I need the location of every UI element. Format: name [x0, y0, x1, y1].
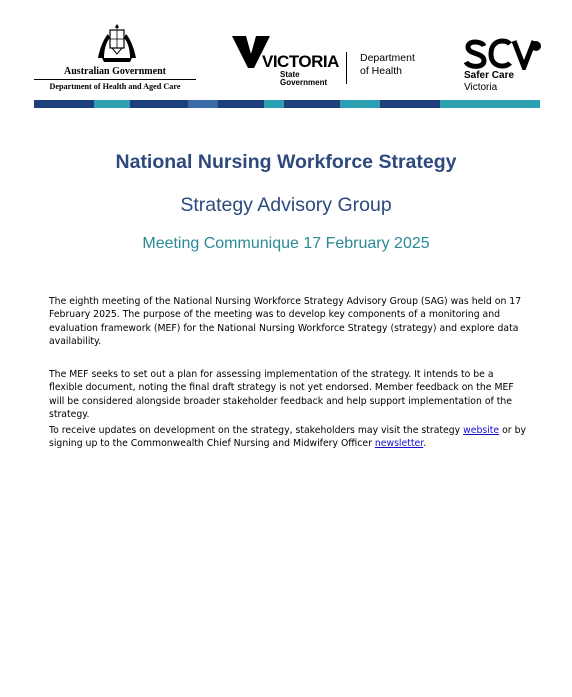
updates-text-b: or by signing up to the Commonwealth Chief Nursing and Midwifery Officer [49, 425, 526, 450]
band-segment [440, 100, 540, 108]
band-segment [188, 100, 218, 108]
victoria-wordmark: VICTORIA [262, 52, 339, 71]
scv-victoria: Victoria [464, 82, 498, 93]
paragraph-updates [49, 424, 529, 451]
paragraph-mef: The MEF seeks to set out a plan for assessing implementation of the strategy. It intends to be a flexible document, noting the final draft strategy is not yet endorsed. Member feedback on the MEF will be considered alongside broader stakeholder feedback and help support implementation of the strategy. [49, 369, 514, 420]
website-link[interactable]: website [463, 425, 500, 436]
band-segment [34, 100, 94, 108]
band-segment [94, 100, 130, 108]
scv-wordmark [464, 38, 542, 70]
coat-of-arms-icon [94, 24, 140, 64]
band-segment [130, 100, 188, 108]
victoria-state: State [280, 70, 300, 79]
document-subtitle: Strategy Advisory Group [180, 194, 392, 216]
band-segment [218, 100, 264, 108]
safer-care-victoria-logo [464, 38, 544, 94]
newsletter-link[interactable]: newsletter [374, 438, 424, 450]
of-health-label: of Health [360, 65, 403, 77]
aus-gov-department: Department of Health and Aged Care [49, 82, 181, 91]
victoria-government: Government [280, 78, 328, 87]
updates-text-a: To receive updates on development on the strategy, stakeholders may visit the strategy [49, 425, 464, 436]
header-colour-band [34, 100, 540, 108]
scv-safer-care: Safer Care [464, 70, 515, 81]
updates-text-c: . [423, 438, 427, 450]
aus-gov-rule [34, 79, 196, 80]
logo-divider [346, 52, 347, 84]
victoria-health-logo [232, 34, 432, 90]
meeting-date-heading: Meeting Communique 17 February 2025 [142, 235, 430, 252]
paragraph-meeting-summary: The eighth meeting of the National Nursing Workforce Strategy Advisory Group (SAG) was held on 17 February 2025. The purpose of the meeting was to develop key components of a monitoring and evaluation framework (MEF) for the National Nursing Workforce Strategy (strategy) and explore data availability. [49, 296, 522, 347]
band-segment [340, 100, 380, 108]
band-segment [380, 100, 440, 108]
band-segment [284, 100, 340, 108]
band-segment [264, 100, 284, 108]
aus-gov-title: Australian Government [64, 66, 166, 77]
department-label: Department [360, 52, 415, 64]
australian-government-logo [34, 24, 196, 94]
document-title: National Nursing Workforce Strategy [115, 151, 457, 173]
